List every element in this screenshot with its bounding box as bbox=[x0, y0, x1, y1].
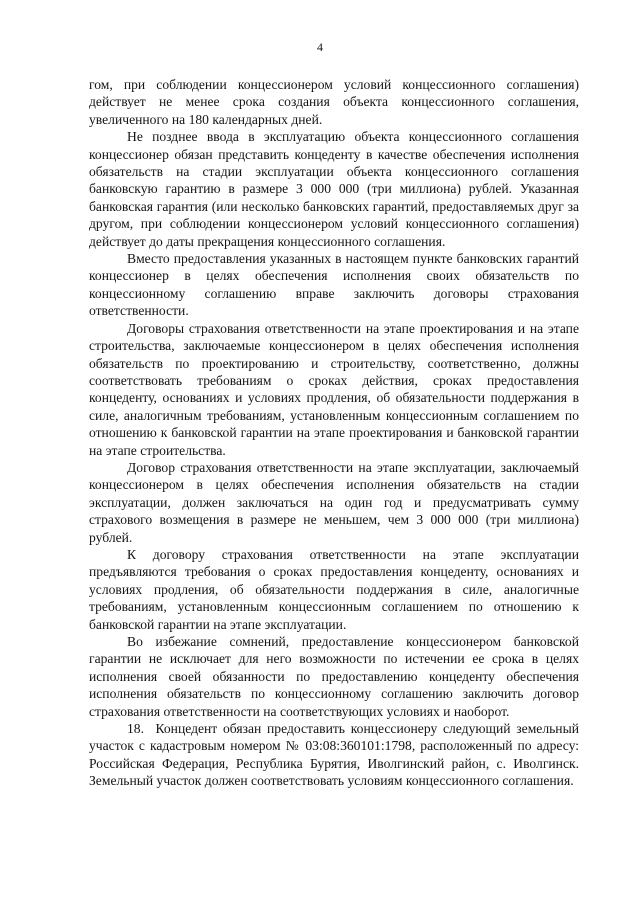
page-number: 4 bbox=[317, 40, 323, 54]
paragraph-insurance-design-construction: Договоры страхования ответственности на этапе проектирования и на этапе строительства, заключаемые концессионером в целях обеспечения исполнения обязательств по проектированию и строительству, соответственно, должны соответствовать требованиям о сроках действия, сроках предоставления концеденту, основаниях и условиях продления, об обязательности поддержания в силе, аналогичным требованиям, установленным концессионным соглашением по отношению к банковской гарантии на этапе проектирования и банковской гарантии на этапе строительства. bbox=[89, 320, 579, 458]
paragraph-avoidance-of-doubt: Во избежание сомнений, предоставление концессионером банковской гарантии не исключает для него возможности по истечении ее срока в целях исполнения своей обязанности по предоставлению концеденту обеспечения исполнения обязательств по концессионному соглашению заключить договор страхования ответственности на соответствующих условиях и наоборот. bbox=[89, 634, 579, 719]
paragraph-guarantee-operation: Не позднее ввода в эксплуатацию объекта концессионного соглашения концессионер обязан представить концеденту в качестве обеспечения исполнения обязательств на стадии эксплуатации объекта концессионного соглашения банковскую гарантию в размере 3 000 000 (три миллиона) рублей. Указанная банковская гарантия (или несколько банковских гарантий, предоставляемых друг за другом, при соблюдении концессионером условий концессионного соглашения) действует до даты прекращения концессионного соглашения. bbox=[89, 129, 579, 249]
paragraph-clause-18: 18. Концедент обязан предоставить концессионеру следующий земельный участок с кадастровым номером № 03:08:360101:1798, расположенный по адресу: Российская Федерация, Республика Бурятия, Иволгинский район, с. Иволгинск. Земельный участок должен соответствовать условиям концессионного соглашения. bbox=[89, 721, 579, 789]
paragraph-insurance-alternative: Вместо предоставления указанных в настоящем пункте банковских гарантий концессионер в целях обеспечения исполнения своих обязательств по концессионному соглашению вправе заключить договоры страхования ответственности. bbox=[89, 251, 579, 319]
document-body bbox=[89, 76, 579, 790]
paragraph-insurance-requirements: К договору страхования ответственности на этапе эксплуатации предъявляются требования о сроках предоставления концеденту, основаниях и условиях продления, об обязательности поддержания в силе, аналогичные требованиям, установленным концессионным соглашением по отношению к банковской гарантии на этапе эксплуатации. bbox=[89, 546, 579, 632]
paragraph-insurance-operation: Договор страхования ответственности на этапе эксплуатации, заключаемый концессионером в целях обеспечения исполнения обязательств на стадии эксплуатации, должен заключаться на один год и предусматривать сумму страхового возмещения в размере не меньшем, чем 3 000 000 (три миллиона) рублей. bbox=[89, 459, 579, 545]
paragraph-continued: гом, при соблюдении концессионером условий концессионного соглашения) действует не менее срока создания объекта концессионного соглашения, увеличенного на 180 календарных дней. bbox=[89, 77, 579, 127]
